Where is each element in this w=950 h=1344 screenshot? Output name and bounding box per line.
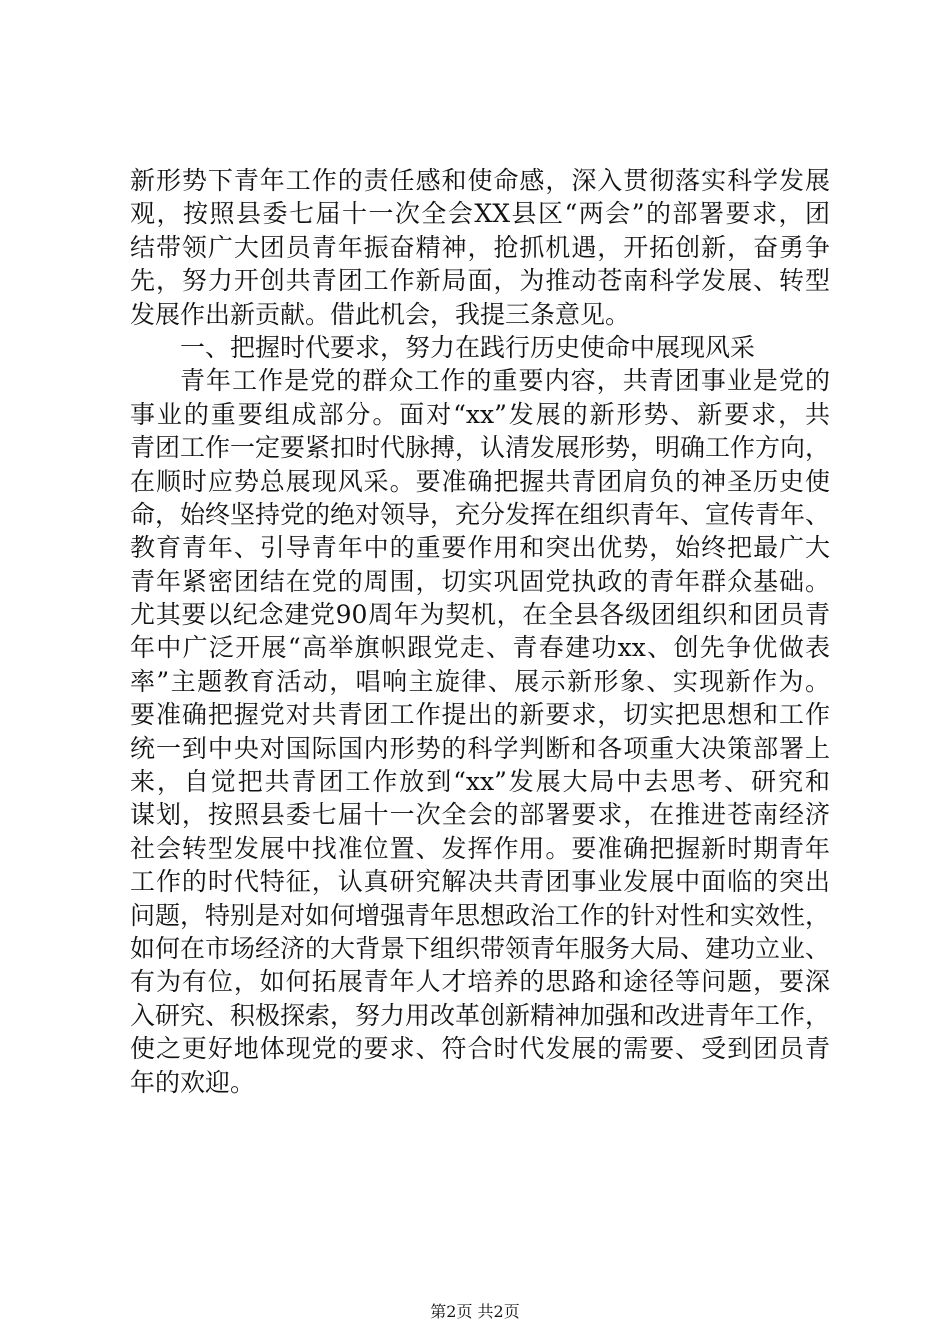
page-footer xyxy=(0,1302,950,1322)
text-line: 青团工作一定要紧扣时代脉搏，认清发展形势，明确工作方向， xyxy=(130,433,831,463)
text-line: 新形势下青年工作的责任感和使命感，深入贯彻落实科学发展 xyxy=(130,166,830,195)
text-line: 年中广泛开展“高举旗帜跟党走、青春建功xx、创先争优做表 xyxy=(130,633,830,663)
text-line: 有为有位，如何拓展青年人才培养的思路和途径等问题，要深 xyxy=(130,967,830,997)
text-line: 使之更好地体现党的要求、符合时代发展的需要、受到团员青 xyxy=(130,1034,830,1064)
text-line: 观，按照县委七届十一次全会XX县区“两会”的部署要求，团 xyxy=(130,199,830,229)
text-line: 事业的重要组成部分。面对“xx”发展的新形势、新要求，共 xyxy=(130,399,830,429)
text-line: 命，始终坚持党的绝对领导，充分发挥在组织青年、宣传青年、 xyxy=(130,499,831,529)
text-line: 入研究、积极探索，努力用改革创新精神加强和改进青年工作， xyxy=(130,1000,831,1030)
text-line: 教育青年、引导青年中的重要作用和突出优势，始终把最广大 xyxy=(130,533,830,563)
text-line: 谋划，按照县委七届十一次全会的部署要求，在推进苍南经济 xyxy=(130,800,830,830)
text-line: 要准确把握党对共青团工作提出的新要求，切实把思想和工作 xyxy=(130,700,830,730)
text-line: 统一到中央对国际国内形势的科学判断和各项重大决策部署上 xyxy=(130,733,830,763)
text-line: 青年工作是党的群众工作的重要内容，共青团事业是党的 xyxy=(180,366,830,396)
text-line: 如何在市场经济的大背景下组织带领青年服务大局、建功立业、 xyxy=(130,933,831,963)
text-line: 青年紧密团结在党的周围，切实巩固党执政的青年群众基础。 xyxy=(130,566,830,596)
text-line: 尤其要以纪念建党90周年为契机，在全县各级团组织和团员青 xyxy=(130,600,830,630)
text-line: 先，努力开创共青团工作新局面，为推动苍南科学发展、转型 xyxy=(130,266,830,296)
section-heading: 一、把握时代要求，努力在践行历史使命中展现风采 xyxy=(180,332,756,362)
text-line: 发展作出新贡献。借此机会，我提三条意见。 xyxy=(130,299,631,329)
text-line: 年的欢迎。 xyxy=(130,1067,256,1097)
text-line: 来，自觉把共青团工作放到“xx”发展大局中去思考、研究和 xyxy=(130,767,830,797)
text-line: 结带领广大团员青年振奋精神，抢抓机遇，开拓创新，奋勇争 xyxy=(130,232,830,262)
text-line: 率”主题教育活动，唱响主旋律、展示新形象、实现新作为。 xyxy=(130,666,830,696)
text-line: 问题，特别是对如何增强青年思想政治工作的针对性和实效性， xyxy=(130,900,831,930)
page-number: 第2页 共2页 xyxy=(430,1302,520,1321)
body-text xyxy=(130,164,830,1099)
text-line: 社会转型发展中找准位置、发挥作用。要准确把握新时期青年 xyxy=(130,833,830,863)
text-line: 在顺时应势总展现风采。要准确把握共青团肩负的神圣历史使 xyxy=(130,466,830,496)
text-line: 工作的时代特征，认真研究解决共青团事业发展中面临的突出 xyxy=(130,867,830,897)
